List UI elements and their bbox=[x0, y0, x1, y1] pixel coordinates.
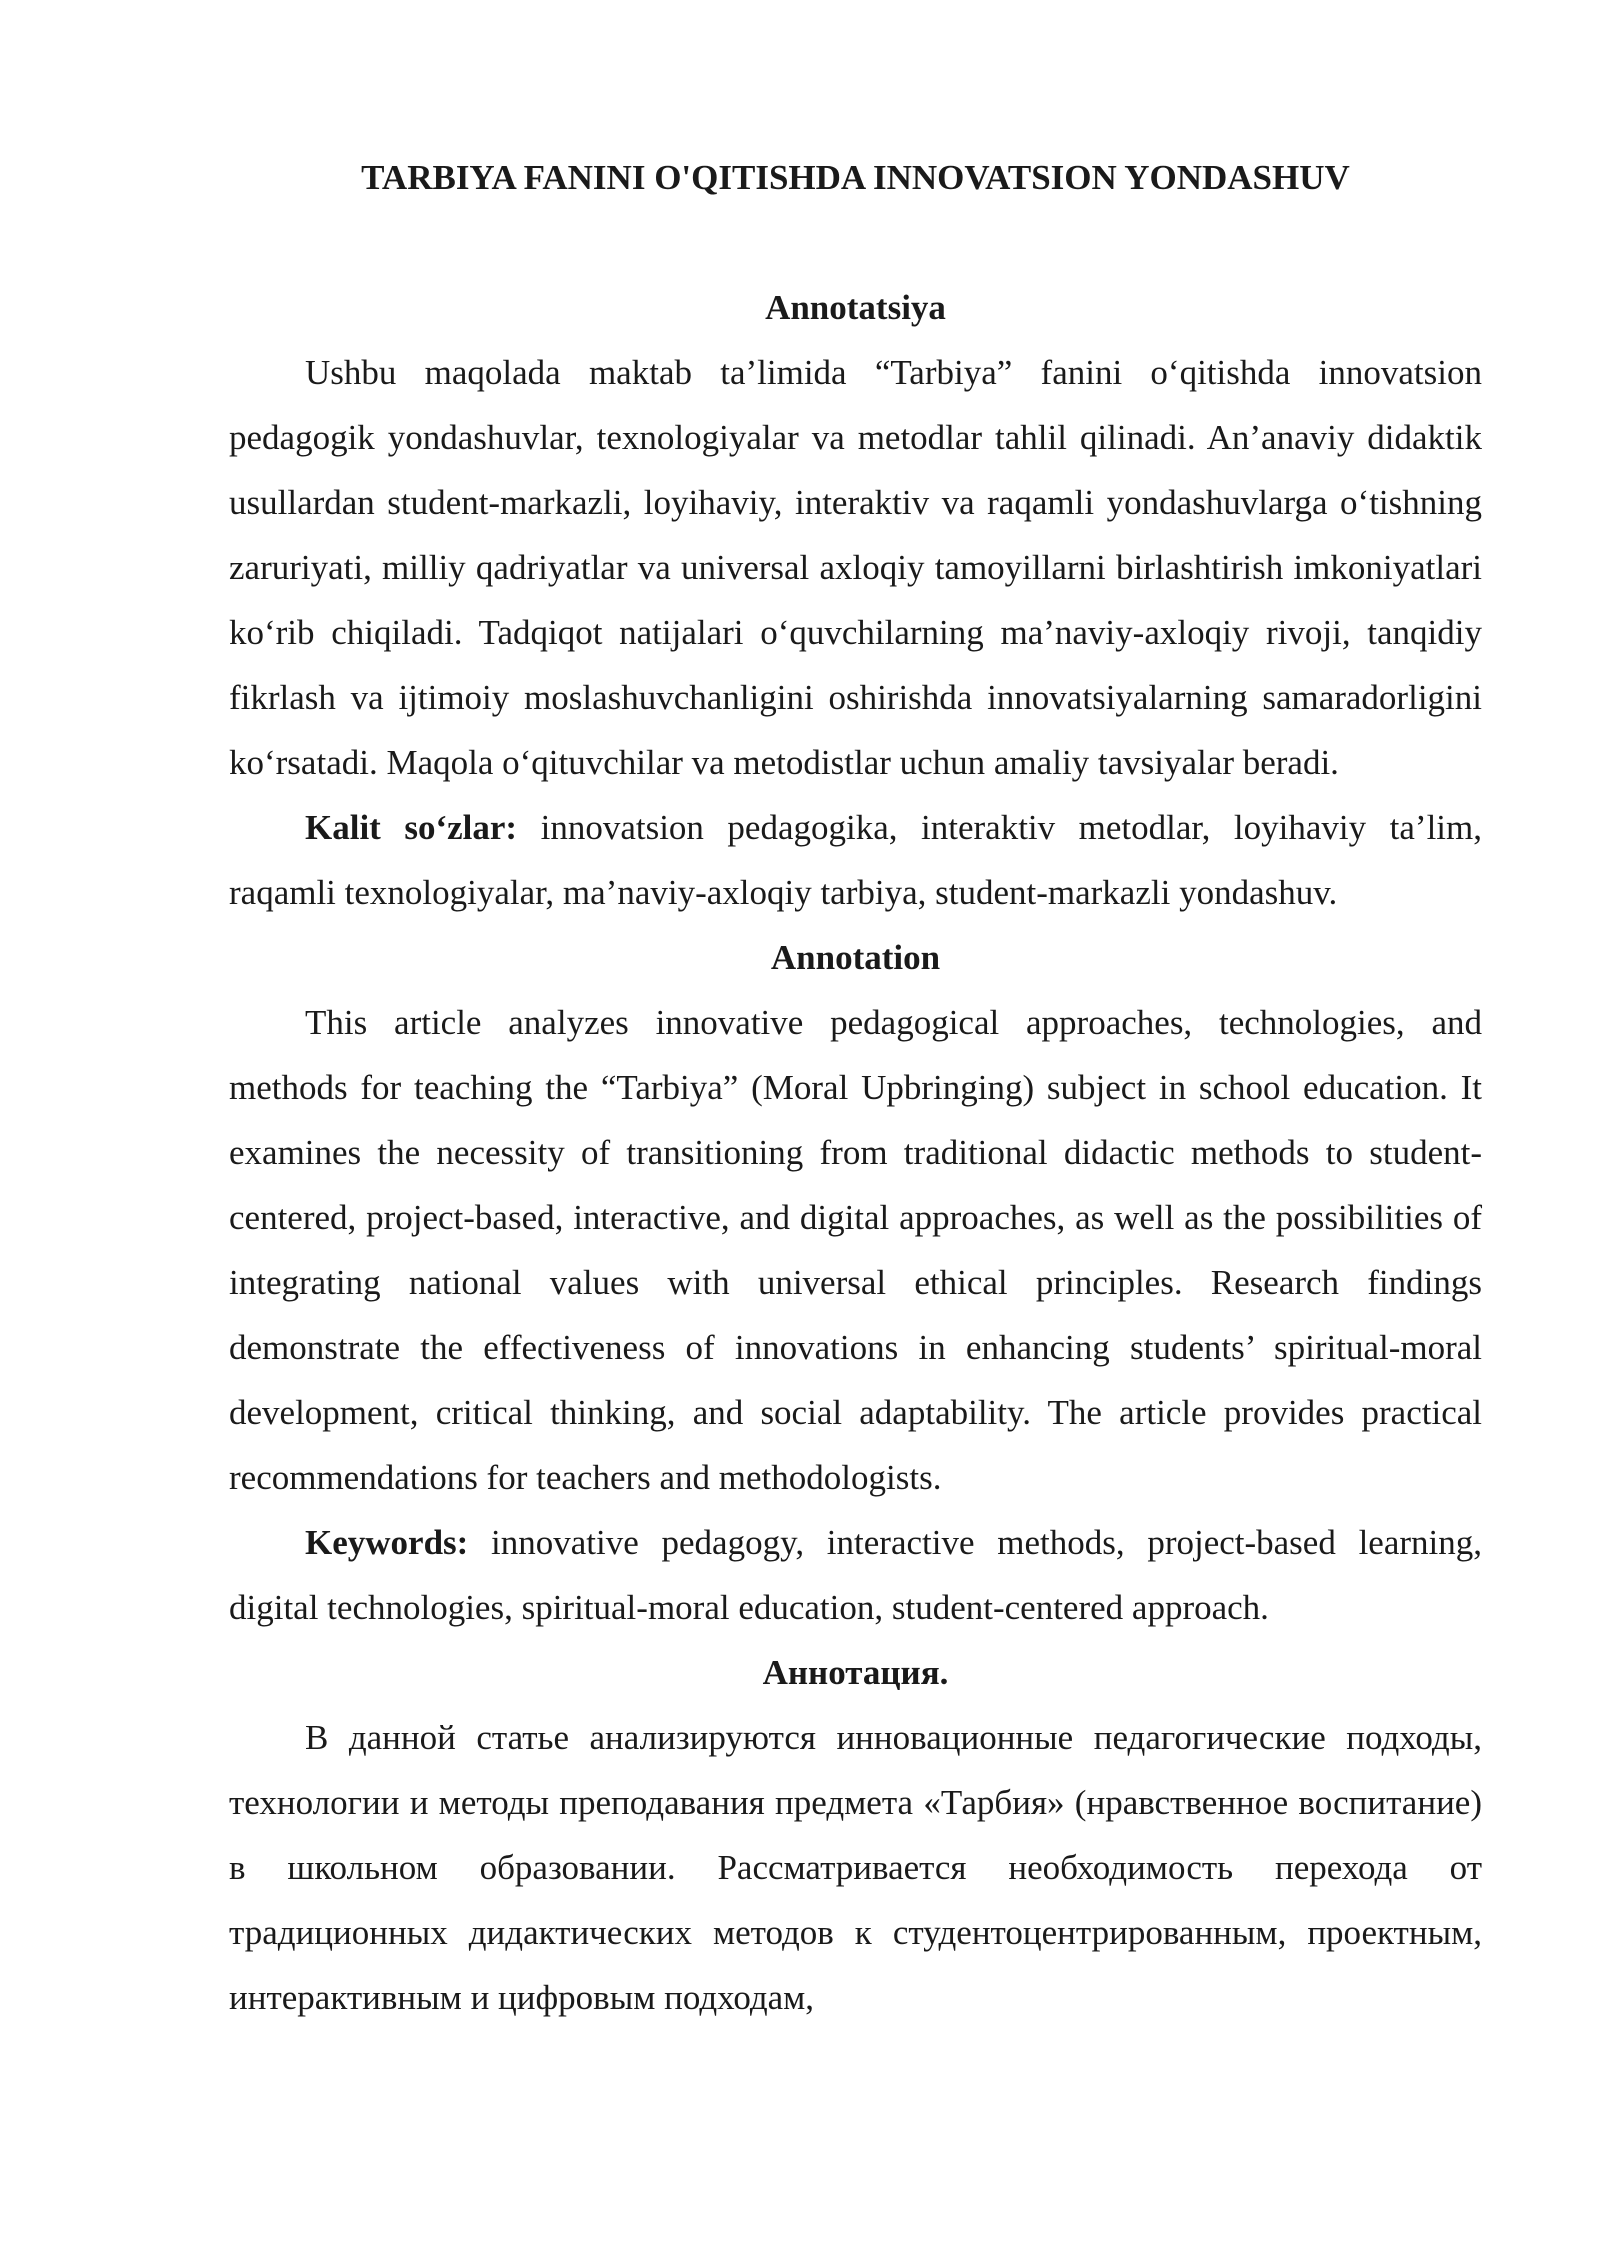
uz-annotation-heading: Annotatsiya bbox=[765, 288, 946, 327]
en-keywords-label: Keywords: bbox=[305, 1523, 469, 1562]
en-abstract: This article analyzes innovative pedagogical approaches, technologies, and methods for teaching the “Tarbiya” (Moral Upbringing) subject in school education. It examines the necessity of transitioning from traditional didactic methods to student-centered, project-based, interactive, and digital approaches, as well as the possibilities of integrating national values with universal ethical principles. Research findings demonstrate the effectiveness of innovations in enhancing students’ spiritual-moral development, critical thinking, and social adaptability. The article provides practical recommendations for teachers and methodologists. bbox=[229, 1003, 1482, 1497]
uz-keywords-text: innovatsion pedagogika, interaktiv metodlar, loyihaviy ta’lim, raqamli texnologiyalar, ma’naviy-axloqiy tarbiya, student-markazli yondashuv. bbox=[229, 808, 1482, 912]
uz-keywords-label: Kalit so‘zlar: bbox=[305, 808, 518, 847]
ru-abstract: В данной статье анализируются инновационные педагогические подходы, технологии и методы преподавания предмета «Тарбия» (нравственное воспитание) в школьном образовании. Рассматривается необходимость перехода от традиционных дидактических методов к студентоцентрированным, проектным, интерактивным и цифровым подходам, bbox=[229, 1718, 1482, 2017]
en-annotation-heading: Annotation bbox=[770, 938, 941, 977]
uz-keywords bbox=[229, 795, 1482, 925]
en-keywords bbox=[229, 1510, 1482, 1640]
ru-annotation-heading: Аннотация. bbox=[762, 1653, 949, 1692]
paper-title: TARBIYA FANINI O'QITISHDA INNOVATSION YONDASHUV bbox=[361, 158, 1350, 197]
en-keywords-text: innovative pedagogy, interactive methods, project-based learning, digital technologies, spiritual-moral education, student-centered approach. bbox=[229, 1523, 1482, 1627]
uz-abstract: Ushbu maqolada maktab ta’limida “Tarbiya” fanini o‘qitishda innovatsion pedagogik yondashuvlar, texnologiyalar va metodlar tahlil qilinadi. An’anaviy didaktik usullardan student-markazli, loyihaviy, interaktiv va raqamli yondashuvlarga o‘tishning zaruriyati, milliy qadriyatlar va universal axloqiy tamoyillarni birlashtirish imkoniyatlari ko‘rib chiqiladi. Tadqiqot natijalari o‘quvchilarning ma’naviy-axloqiy rivoji, tanqidiy fikrlash va ijtimoiy moslashuvchanligini oshirishda innovatsiyalarning samaradorligini ko‘rsatadi. Maqola o‘qituvchilar va metodistlar uchun amaliy tavsiyalar beradi. bbox=[229, 353, 1482, 782]
